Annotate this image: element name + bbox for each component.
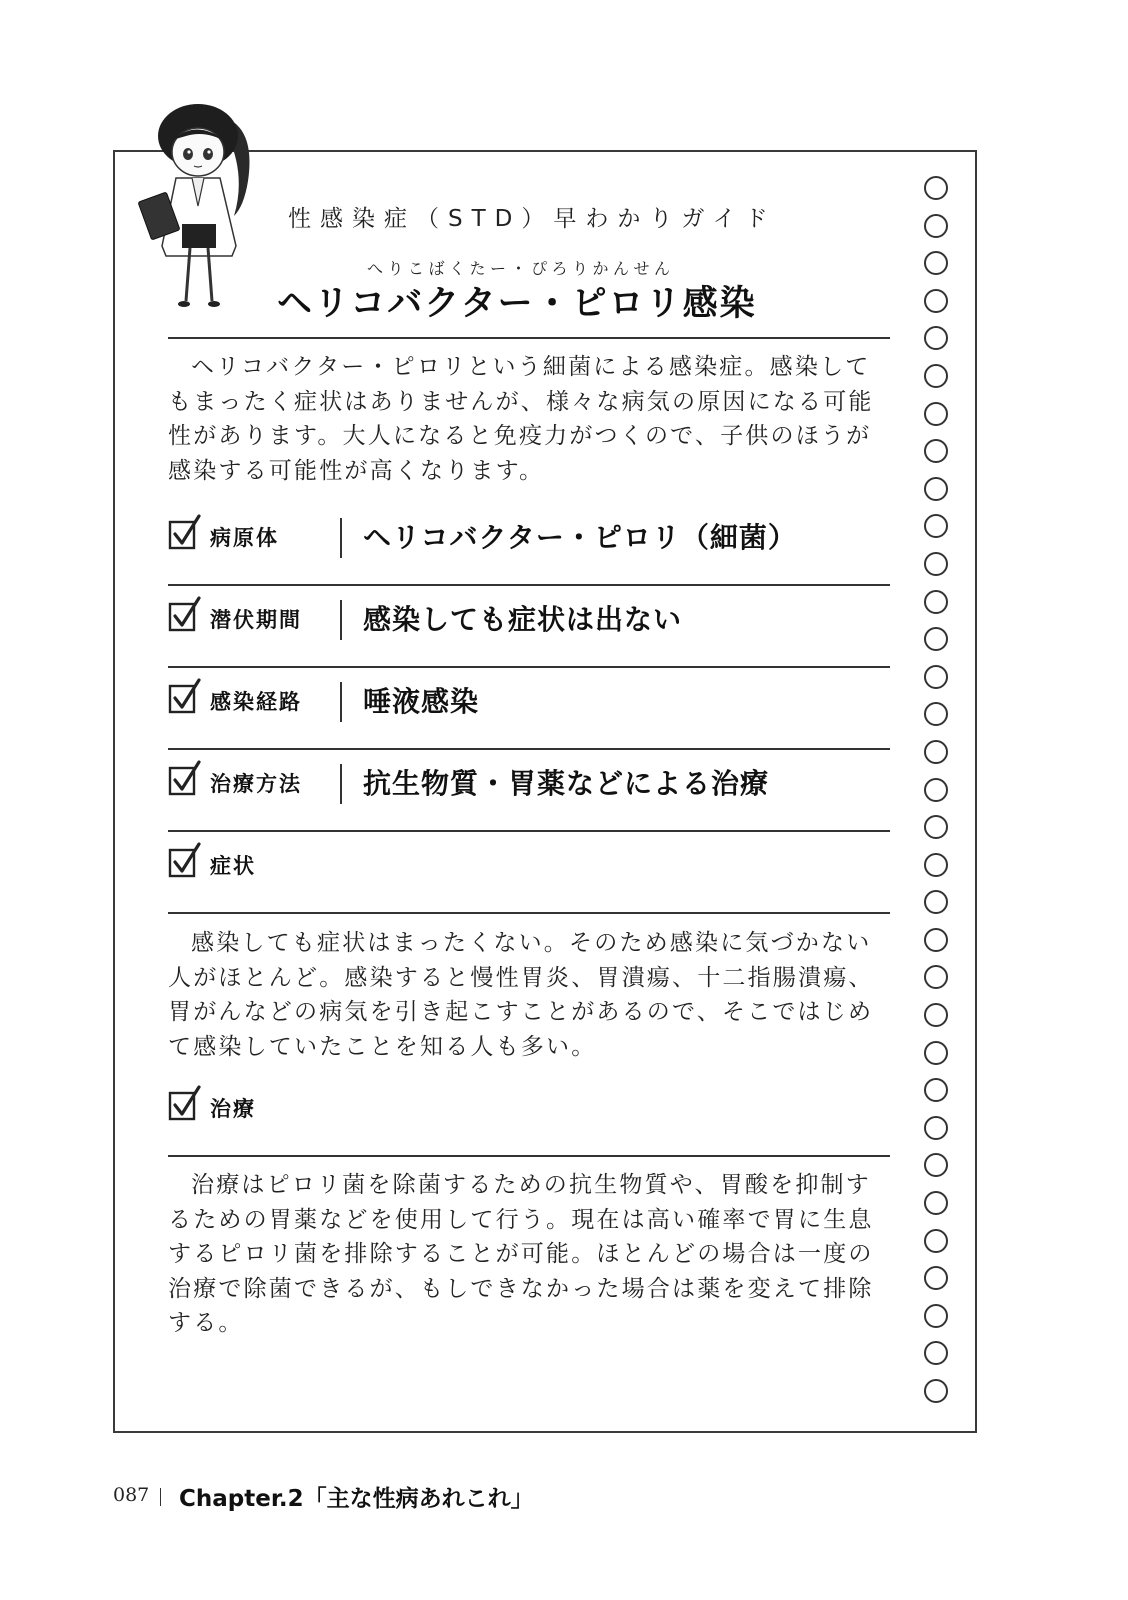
row-divider <box>168 912 890 914</box>
symptoms-section-header <box>168 830 890 914</box>
footer-separator <box>160 1488 161 1506</box>
binder-ring-icon <box>924 590 948 614</box>
label-separator <box>340 764 342 804</box>
treatment-section-header <box>168 1073 890 1157</box>
page-title: ヘリコバクター・ピロリ感染 <box>277 284 757 324</box>
row-divider <box>168 1155 890 1157</box>
binder-ring-icon <box>924 364 948 388</box>
title-ruby-reading: へりこばくたー・ぴろりかんせん <box>367 259 675 278</box>
binder-ring-icon <box>924 778 948 802</box>
binder-ring-icon <box>924 439 948 463</box>
binder-ring-icon <box>924 627 948 651</box>
binder-ring-icon <box>924 402 948 426</box>
checkbox-checked-icon <box>168 678 202 716</box>
fact-row-incubation <box>168 584 890 668</box>
binder-rings <box>924 176 954 1417</box>
fact-label: 病原体 <box>210 526 279 550</box>
symptoms-paragraph: 感染しても症状はまったくない。そのため感染に気づかない人がほとんど。感染すると慢性胃炎、胃潰瘍、十二指腸潰瘍、胃がんなどの病気を引き起こすことがあるので、そこではじめて感染していたことを知る人も多い。 <box>168 930 874 1060</box>
title-divider <box>168 337 890 339</box>
binder-ring-icon <box>924 176 948 200</box>
fact-row-transmission <box>168 666 890 750</box>
chapter-title: Chapter.2「主な性病あれこれ」 <box>179 1486 534 1512</box>
treatment-paragraph: 治療はピロリ菌を除菌するための抗生物質や、胃酸を抑制するための胃薬などを使用して行う。現在は高い確率で胃に生息するピロリ菌を排除することが可能。ほとんどの場合は一度の治療で除菌できるが、もしできなかった場合は薬を変えて排除する。 <box>168 1172 874 1336</box>
binder-ring-icon <box>924 1003 948 1027</box>
binder-ring-icon <box>924 740 948 764</box>
binder-ring-icon <box>924 326 948 350</box>
binder-ring-icon <box>924 1078 948 1102</box>
binder-ring-icon <box>924 1041 948 1065</box>
checkbox-checked-icon <box>168 596 202 634</box>
binder-ring-icon <box>924 1341 948 1365</box>
label-separator <box>340 600 342 640</box>
page-number: 087 <box>113 1484 150 1506</box>
fact-value: ヘリコバクター・ピロリ（細菌） <box>363 521 797 554</box>
binder-ring-icon <box>924 1116 948 1140</box>
binder-ring-icon <box>924 289 948 313</box>
binder-ring-icon <box>924 853 948 877</box>
fact-label: 治療方法 <box>210 772 302 796</box>
section-heading: 症状 <box>210 854 256 878</box>
guide-series-title: 性感染症（STD）早わかりガイド <box>288 206 777 232</box>
checkbox-checked-icon <box>168 760 202 798</box>
binder-ring-icon <box>924 965 948 989</box>
nurse-mascot-illustration <box>136 96 266 316</box>
binder-ring-icon <box>924 477 948 501</box>
fact-row-treatment-method <box>168 748 890 832</box>
fact-label: 感染経路 <box>210 690 302 714</box>
fact-value: 感染しても症状は出ない <box>363 603 683 636</box>
binder-ring-icon <box>924 514 948 538</box>
binder-ring-icon <box>924 1153 948 1177</box>
binder-ring-icon <box>924 251 948 275</box>
binder-ring-icon <box>924 214 948 238</box>
binder-ring-icon <box>924 552 948 576</box>
fact-value: 唾液感染 <box>363 685 480 718</box>
label-separator <box>340 682 342 722</box>
binder-ring-icon <box>924 1191 948 1215</box>
binder-ring-icon <box>924 815 948 839</box>
binder-ring-icon <box>924 928 948 952</box>
section-heading: 治療 <box>210 1097 256 1121</box>
checkbox-checked-icon <box>168 514 202 552</box>
label-separator <box>340 518 342 558</box>
fact-value: 抗生物質・胃薬などによる治療 <box>363 767 770 800</box>
checkbox-checked-icon <box>168 1085 202 1123</box>
binder-ring-icon <box>924 1379 948 1403</box>
binder-ring-icon <box>924 702 948 726</box>
binder-ring-icon <box>924 890 948 914</box>
checkbox-checked-icon <box>168 842 202 880</box>
intro-paragraph: ヘリコバクター・ピロリという細菌による感染症。感染してもまったく症状はありませんが、様々な病気の原因になる可能性があります。大人になると免疫力がつくので、子供のほうが感染する可能性が高くなります。 <box>168 354 874 484</box>
binder-ring-icon <box>924 1304 948 1328</box>
binder-ring-icon <box>924 1229 948 1253</box>
fact-row-pathogen <box>168 502 890 586</box>
binder-ring-icon <box>924 665 948 689</box>
fact-label: 潜伏期間 <box>210 608 302 632</box>
binder-ring-icon <box>924 1266 948 1290</box>
